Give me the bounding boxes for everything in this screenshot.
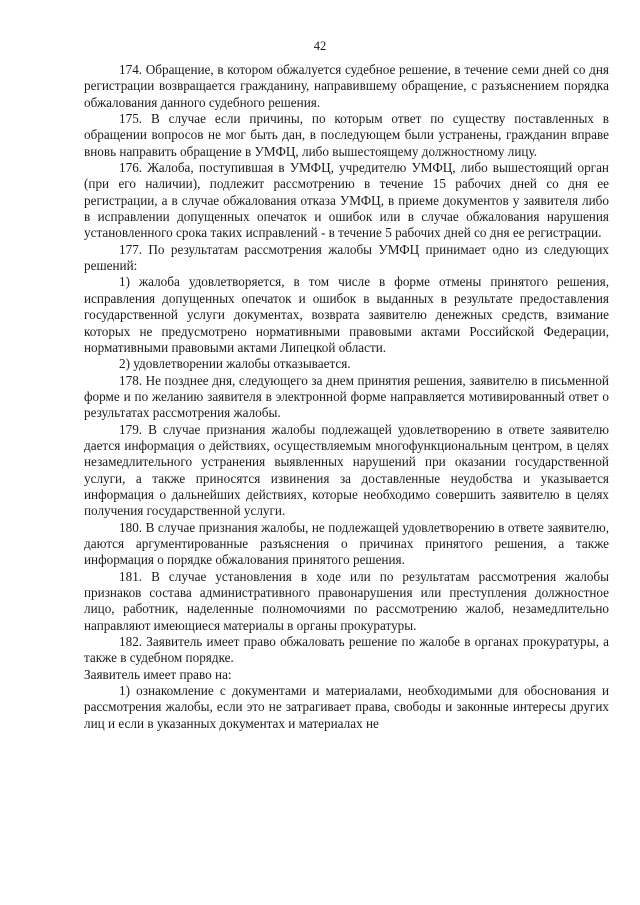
page-number: 42 bbox=[313, 39, 327, 53]
paragraph: 182. Заявитель имеет право обжаловать решение по жалобе в органах прокуратуры, а также в судебном порядке. bbox=[84, 634, 609, 666]
paragraph: 174. Обращение, в котором обжалуется судебное решение, в течение семи дней со дня регистрации возвращается гражданину, направившему обращение, с разъяснением порядка обжалования данного судебного решения. bbox=[84, 62, 609, 110]
paragraph: 176. Жалоба, поступившая в УМФЦ, учредителю УМФЦ, либо вышестоящий орган (при его наличии), подлежит рассмотрению в течение 15 рабочих дней со дня ее регистрации, а в случае обжалования отказа УМФЦ, в приеме документов у заявителя либо в исправлении допущенных опечаток и ошибок или в случае обжалования нарушения установленного срока таких исправлений - в течение 5 рабочих дней со дня ее регистрации. bbox=[84, 160, 609, 241]
paragraph: 181. В случае установления в ходе или по результатам рассмотрения жалобы признаков состава административного правонарушения или преступления должностное лицо, работник, наделенные полномочиями по рассмотрению жалоб, незамедлительно направляют имеющиеся материалы в органы прокуратуры. bbox=[84, 568, 609, 633]
paragraph: 1) жалоба удовлетворяется, в том числе в форме отмены принятого решения, исправления допущенных опечаток и ошибок в выданных в результате предоставления государственной услуги документах, возврата заявителю денежных средств, взимание которых не предусмотрено нормативными правовыми актами Российской Федерации, нормативными правовыми актами Липецкой области. bbox=[84, 274, 609, 355]
document-body bbox=[84, 62, 609, 732]
paragraph: 179. В случае признания жалобы подлежащей удовлетворению в ответе заявителю дается информация о действиях, осуществляемым многофункциональным центром, в целях незамедлительного устранения выявленных нарушений при оказании государственной услуги, а также приносятся извинения за доставленные неудобства и указывается информация о дальнейших действиях, которые необходимо совершить заявителю в целях получения государственной услуги. bbox=[84, 421, 609, 519]
paragraph: 180. В случае признания жалобы, не подлежащей удовлетворению в ответе заявителю, даются аргументированные разъяснения о причинах принятого решения, а также информация о порядке обжалования принятого решения. bbox=[84, 519, 609, 568]
paragraph: 178. Не позднее дня, следующего за днем принятия решения, заявителю в письменной форме и по желанию заявителя в электронной форме направляется мотивированный ответ о результатах рассмотрения жалобы. bbox=[84, 372, 609, 421]
paragraph: 175. В случае если причины, по которым ответ по существу поставленных в обращении вопросов не мог быть дан, в последующем были устранены, гражданин вправе вновь направить обращение в УМФЦ, либо вышестоящему должностному лицу. bbox=[84, 111, 609, 159]
paragraph: 2) удовлетворении жалобы отказывается. bbox=[119, 356, 351, 372]
paragraph: 1) ознакомление с документами и материалами, необходимыми для обоснования и рассмотрения жалобы, если это не затрагивает права, свободы и законные интересы других лиц и если в указанных документах и материалах не bbox=[84, 683, 609, 731]
paragraph: Заявитель имеет право на: bbox=[84, 666, 232, 682]
paragraph: 177. По результатам рассмотрения жалобы УМФЦ принимает одно из следующих решений: bbox=[84, 241, 609, 274]
